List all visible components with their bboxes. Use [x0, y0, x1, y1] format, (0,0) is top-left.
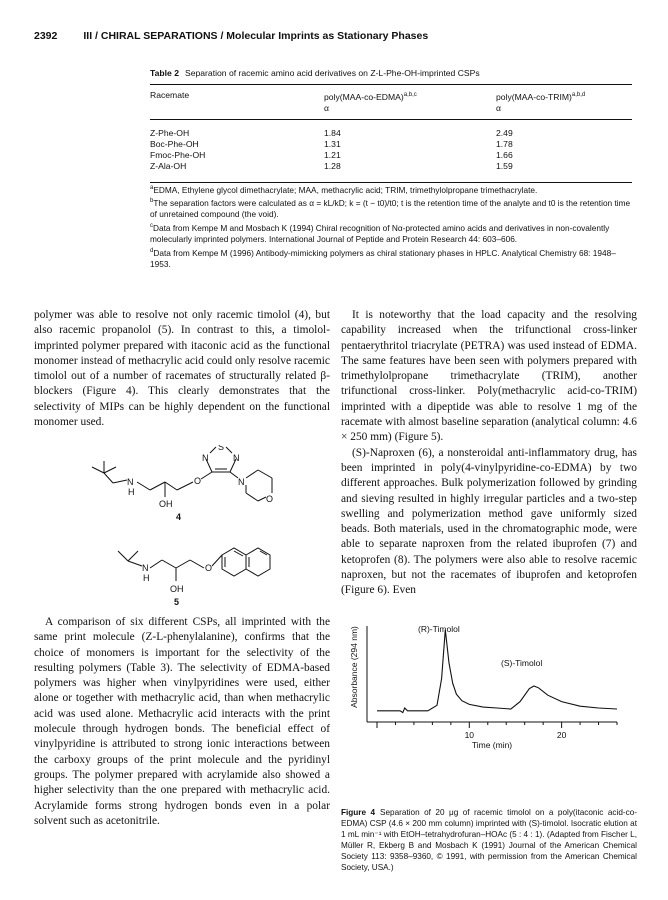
x-tick-label: 10 [464, 730, 475, 740]
peak-annotation: (R)-Timolol [418, 624, 460, 634]
table-cell: 1.84 [324, 127, 341, 138]
chromatogram-trace [377, 630, 617, 713]
table-cell: 2.49 [496, 127, 513, 138]
atom-label: O [266, 494, 274, 504]
table-cell: 1.78 [496, 138, 513, 149]
atom-label: N [233, 453, 240, 463]
table-cell: Z-Ala-OH [150, 160, 187, 171]
table-row [150, 139, 632, 150]
table-footnote: $^c$Data from Kempe M and Mosbach K (1994) Chiral recognition of Nα-protected amino acids and derivatives in non-covalently molecularly imprinted polymers. International Journal of Peptide and Protein Research 44: 603–606. [150, 222, 610, 245]
table-cell: Z-Phe-OH [150, 127, 190, 138]
table-cell: 1.21 [324, 149, 341, 160]
table-row [150, 150, 632, 161]
table-cell: 1.59 [496, 160, 513, 171]
compound-label: 5 [174, 597, 180, 607]
table-header-cell: poly(MAA-co-EDMA)$^{a,b,c}$ [324, 91, 417, 102]
structure-5 [118, 548, 270, 581]
table-header-cell: Racemate [150, 90, 190, 100]
structure-4 [92, 447, 272, 501]
figure-4-caption [341, 807, 637, 873]
x-axis-label: Time (min) [471, 740, 513, 750]
table-caption-text: Separation of racemic amino acid derivatives on Z-L-Phe-OH-imprinted CSPs [184, 68, 480, 78]
atom-label: H [143, 573, 150, 583]
left-column-top [34, 308, 330, 430]
table-cell: 1.31 [324, 138, 341, 149]
table-footnotes [150, 182, 632, 271]
x-axis-ticks [377, 722, 617, 728]
atom-label: N [142, 563, 149, 573]
table-footnote: $^a$EDMA, Ethylene glycol dimethacrylate; MAA, methacrylic acid; TRIM, trimethylolpropane trimethacrylate. [150, 184, 538, 195]
compound-label: 4 [176, 512, 182, 522]
table-header-cell: poly(MAA-co-TRIM)$^{a,b,d}$ [496, 91, 586, 102]
table-subheader-cell [150, 103, 324, 120]
figure-label: Figure 4 [341, 808, 376, 817]
body-paragraph: polymer was able to resolve not only racemic timolol (4), but also racemic propanolol (5). In contrast to this, a timolol-imprinted polymer prepared with itaconic acid as the functional monomer instead of methacrylic acid could only resolve racemic timolol out of a number of racemates of structurally related β-blockers (Figure 4). This clearly demonstrates that the selectivity of MIPs can be highly dependent on the functional monomer used. [34, 309, 330, 429]
body-paragraph: (S)-Naproxen (6), a nonsteroidal anti-inflammatory drug, has been imprinted in poly(4-vinylpyridine-co-EDMA) by two different approaches. Bulk polymerization followed by grinding and sieving resulted in highly irregular particles and a two-step swelling and polymerization method gave uniformly sized beads. Both materials, used in the chromatographic mode, were able to separate naproxen from the related ibuprofen (7) and ketoprofen (8). The polymers were also able to resolve racemic naproxen, but not the racemates of ibuprofen and ketoprofen (Figure 6). Even [341, 446, 637, 597]
atom-label: O [194, 476, 202, 486]
table-subheader-cell: α [496, 102, 501, 113]
y-axis-label: Absorbance (294 nm) [349, 626, 359, 708]
running-title: III / CHIRAL SEPARATIONS / Molecular Imprints as Stationary Phases [83, 30, 429, 42]
body-paragraph: A comparison of six different CSPs, all imprinted with the same print molecule (Z-L-phenylalanine), confirms that the choice of monomers is important for the selectivity of the resulting polymers (Table 3). The selectivity of EDMA-based polymers was higher when vinylpyridines were used, either alone or together with methacrylic acid, than when methacrylic acid was used alone. Methacrylic acid interacts with the print molecule through hydrogen bonds. The beneficial effect of vinylpyridine is attributed to strong ionic interactions between the carboxy groups of the print molecule and the pyridinyl groups. The polymer prepared with acrylamide also showed a higher selectivity than the one prepared with methacrylic acid. Acrylamide forms strong hydrogen bonds even in a polar solvent such as acetonitrile. [34, 616, 330, 827]
left-column-bottom [34, 615, 330, 829]
body-paragraph: It is noteworthy that the load capacity and the resolving capability increased when the trifunctional cross-linker pentaerythritol triacrylate (PETRA) was used instead of EDMA. The same features have been seen with polymers prepared with trimethylolpropane trimethacrylate (TRIM), another trifunctional cross-linker. Poly(methacrylic acid-co-TRIM) imprinted with a dipeptide was able to resolve 1 mg of the racemate with almost baseline separation (analytical column: 4.6 × 250 mm) (Figure 5). [341, 309, 637, 444]
table-caption [150, 68, 632, 78]
structure-5-atoms [142, 563, 212, 607]
running-header [34, 30, 428, 42]
table-cell: 1.28 [324, 160, 341, 171]
table-label: Table 2 [150, 68, 179, 78]
atom-label: S [218, 445, 225, 452]
atom-label: N [202, 453, 209, 463]
atom-label: N [127, 477, 134, 487]
x-tick-labels [465, 730, 567, 740]
peak-annotation: (S)-Timolol [501, 658, 543, 668]
table-footnote: $^d$Data from Kempe M (1996) Antibody-mimicking polymers as chiral stationary phases in HPLC. Analytical Chemistry 68: 1948–1953. [150, 247, 616, 269]
figure-4-chromatogram [341, 614, 637, 814]
table-cell: Boc-Phe-OH [150, 138, 199, 149]
chemical-structures [34, 445, 330, 610]
atom-label: N [238, 477, 245, 487]
page-number: 2392 [34, 30, 58, 42]
atom-label: O [205, 563, 213, 573]
table-row [150, 119, 632, 139]
atom-label: OH [159, 499, 173, 509]
table-footnote: $^b$The separation factors were calculated as α = kL/kD; k = (t − t0)/t0; t is the retention time of the analyte and t0 is the retention time of unretained compound (the void). [150, 197, 631, 220]
table-2 [150, 68, 632, 270]
atom-label: H [128, 487, 135, 497]
x-tick-label: 20 [556, 730, 567, 740]
table-2-grid [150, 84, 632, 177]
right-column-text [341, 308, 637, 599]
table-cell: Fmoc-Phe-OH [150, 149, 206, 160]
table-cell: 1.66 [496, 149, 513, 160]
table-subheader-cell: α [324, 102, 329, 113]
table-row [150, 161, 632, 177]
structure-4-atoms [127, 445, 273, 522]
atom-label: OH [170, 584, 184, 594]
figure-caption-text: Separation of 20 μg of racemic timolol on a poly(itaconic acid-co-EDMA) CSP (4.6 × 200 mm column) imprinted with (S)-timolol. Isocratic elution at 1 mL min⁻¹ with EtOH–tetrahydrofuran–HOAc (5 : 4 : 1). (Adapted from Fischer L, Müller R, Ekberg B and Mosbach K (1991) Journal of the American Chemical Society 113: 9358–9360, © 1991, with permission from the American Chemical Society, USA.) [341, 808, 637, 872]
